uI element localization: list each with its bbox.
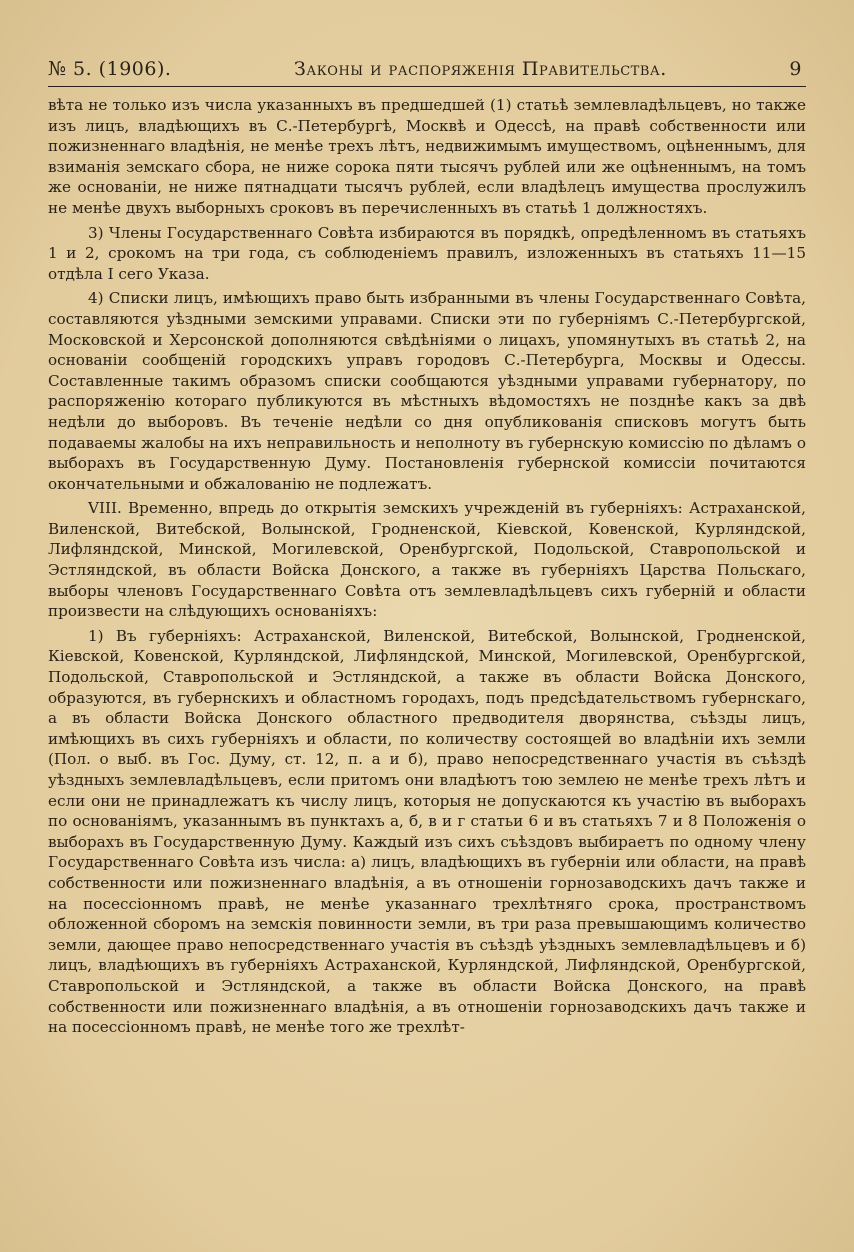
paragraph-continuation: вѣта не только изъ числа указанныхъ въ предшедшей (1) статьѣ землевладѣльцевъ, но также изъ лицъ, владѣющихъ въ С.-Петербургѣ, Москвѣ и Одессѣ, на правѣ собственности или пожизненнаго владѣнія, не менѣе трехъ лѣтъ, недвижимымъ имуществомъ, оцѣненнымъ, для взиманія земскаго сбора, не ниже сорока пяти тысячъ рублей или же оцѣненнымъ, на томъ же основаніи, не ниже пятнадцати тысячъ рублей, если владѣлецъ имущества прослужилъ не менѣе двухъ выборныхъ сроковъ въ перечисленныхъ въ статьѣ 1 должностяхъ. <box>48 96 806 217</box>
paragraph-item-3: 3) Члены Государственнаго Совѣта избираются въ порядкѣ, опредѣленномъ въ статьяхъ 1 и 2, срокомъ на три года, съ соблюденіемъ правилъ, изложенныхъ въ статьяхъ 11—15 отдѣла I сего Указа. <box>48 223 806 283</box>
page-number: 9 <box>789 58 802 80</box>
header-rule <box>48 86 806 87</box>
page-header <box>48 58 806 86</box>
paragraph-item-4: 4) Списки лицъ, имѣющихъ право быть избранными въ члены Государственнаго Совѣта, составляются уѣздными земскими управами. Списки эти по губерніямъ С.-Петербургской, Московской и Херсонской дополняются свѣдѣніями о лицахъ, упомянутыхъ въ статьѣ 2, на основаніи сообщеній городскихъ управъ городовъ С.-Петербурга, Москвы и Одессы. Составленные такимъ образомъ списки сообщаются уѣздными управами губернатору, по распоряженію котораго публикуются въ мѣстныхъ вѣдомостяхъ не позднѣе какъ за двѣ недѣли до выборовъ. Въ теченіе недѣли со дня опубликованія списковъ могутъ быть подаваемы жалобы на ихъ неправильность и неполноту въ губернскую комиссію по дѣламъ о выборахъ въ Государственную Думу. Постановленія губернской комиссіи почитаются окончательными и обжалованію не подлежатъ. <box>48 289 806 493</box>
issue-number: № 5. (1906). <box>48 58 172 80</box>
document-body <box>48 95 806 1038</box>
paragraph-viii-item-1: 1) Въ губерніяхъ: Астраханской, Виленской, Витебской, Волынской, Гродненской, Кіевской, Ковенской, Курляндской, Лифляндской, Минской, Могилевской, Оренбургской, Подольской, Ставропольской и Эстляндской, а также въ области Войска Донского, образуются, въ губернскихъ и областномъ городахъ, подъ предсѣдательствомъ губернскаго, а въ области Войска Донского областного предводителя дворянства, съѣзды лицъ, имѣющихъ въ сихъ губерніяхъ и области, по количеству состоящей во владѣніи ихъ земли (Пол. о выб. въ Гос. Думу, ст. 12, п. а и б), право непосредственнаго участія въ съѣздѣ уѣздныхъ землевладѣльцевъ, если притомъ они владѣютъ тою землею не менѣе трехъ лѣтъ и если они не принадлежатъ къ числу лицъ, которыя не допускаются къ участію въ выборахъ по основаніямъ, указаннымъ въ пунктахъ а, б, в и г статьи 6 и въ статьяхъ 7 и 8 Положенія о выборахъ въ Государственную Думу. Каждый изъ сихъ съѣздовъ выбираетъ по одному члену Государственнаго Совѣта изъ числа: а) лицъ, владѣющихъ въ губерніи или области, на правѣ собственности или пожизненнаго владѣнія, а въ отношеніи горнозаводскихъ дачъ также и на посессіонномъ правѣ, не менѣе указаннаго трехлѣтняго срока, пространствомъ обложенной сборомъ на земскія повинности земли, въ три раза превышающимъ количество земли, дающее право непосредственнаго участія въ съѣздѣ уѣздныхъ землевладѣльцевъ и б) лицъ, владѣющихъ въ губерніяхъ Астраханской, Курляндской, Лифляндской, Оренбургской, Ставропольской и Эстляндской, а также въ области Войска Донского, на правѣ собственности или пожизненнаго владѣнія, а въ отношеніи горнозаводскихъ дачъ также и на посессіонномъ правѣ, не менѣе того же трехлѣт- <box>48 626 806 1037</box>
paragraph-section-viii: VIII. Временно, впредь до открытія земскихъ учрежденій въ губерніяхъ: Астраханской, Виленской, Витебской, Волынской, Гродненской, Кіевской, Ковенской, Курляндской, Лифляндской, Минской, Могилевской, Оренбургской, Подольской, Ставропольской и Эстляндской, въ области Войска Донского, а также въ губерніяхъ Царства Польскаго, выборы членовъ Государственнаго Совѣта отъ землевладѣльцевъ сихъ губерній и области произвести на слѣдующихъ основаніяхъ: <box>48 499 806 621</box>
running-title: Законы и распоряженія Правительства. <box>294 58 667 80</box>
